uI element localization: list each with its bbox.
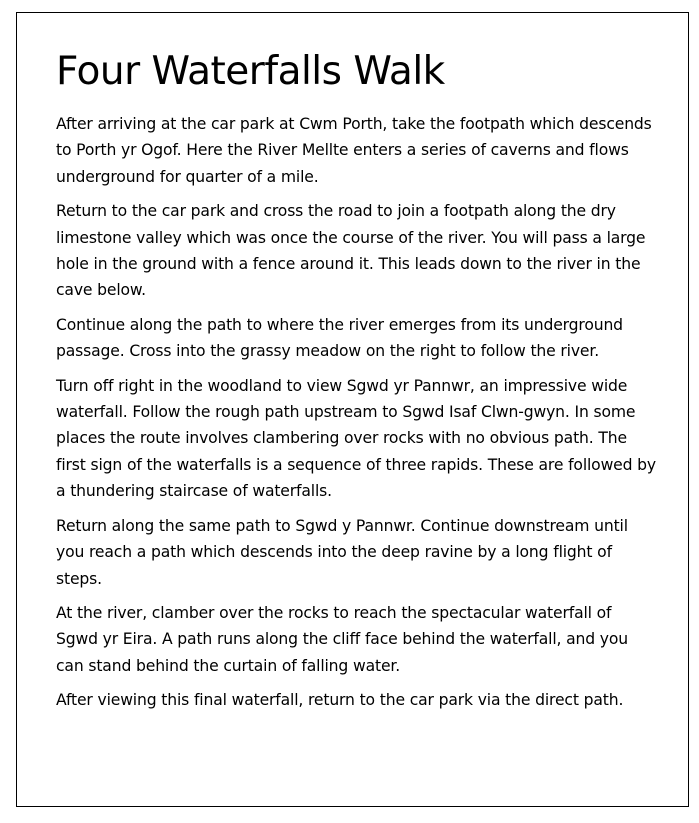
paragraph-final-return: After viewing this final waterfall, return to the car park via the direct path.	[56, 691, 624, 710]
paragraph-river-emerges: Continue along the path to where the river emerges from its underground passage. Cross into the grassy meadow on the right to follow the river.	[56, 315, 623, 361]
document-body	[56, 47, 656, 722]
paragraph-car-park: After arriving at the car park at Cwm Porth, take the footpath which descends to Porth yr Ogof. Here the River Mellte enters a series of caverns and flows underground for quarter of a mile.	[56, 115, 652, 186]
paragraph-limestone-valley: Return to the car park and cross the road to join a footpath along the dry limestone valley which was once the course of the river. You will pass a large hole in the ground with a fence around it. This leads down to the river in the cave below.	[56, 202, 646, 300]
document-title: Four Waterfalls Walk	[56, 49, 445, 94]
paragraph-sgwd-yr-eira: At the river, clamber over the rocks to reach the spectacular waterfall of Sgwd yr Eira. A path runs along the cliff face behind the waterfall, and you can stand behind the curtain of falling water.	[56, 603, 629, 675]
document-page	[16, 12, 689, 807]
paragraph-return-downstream: Return along the same path to Sgwd y Pannwr. Continue downstream until you reach a path which descends into the deep ravine by a long flight of steps.	[56, 516, 628, 588]
paragraph-sgwd-yr-pannwr: Turn off right in the woodland to view Sgwd yr Pannwr, an impressive wide waterfall. Follow the rough path upstream to Sgwd Isaf Clwn-gwyn. In some places the route involves clambering over rocks with no obvious path. The first sign of the waterfalls is a sequence of three rapids. These are followed by a thundering staircase of waterfalls.	[56, 376, 657, 501]
